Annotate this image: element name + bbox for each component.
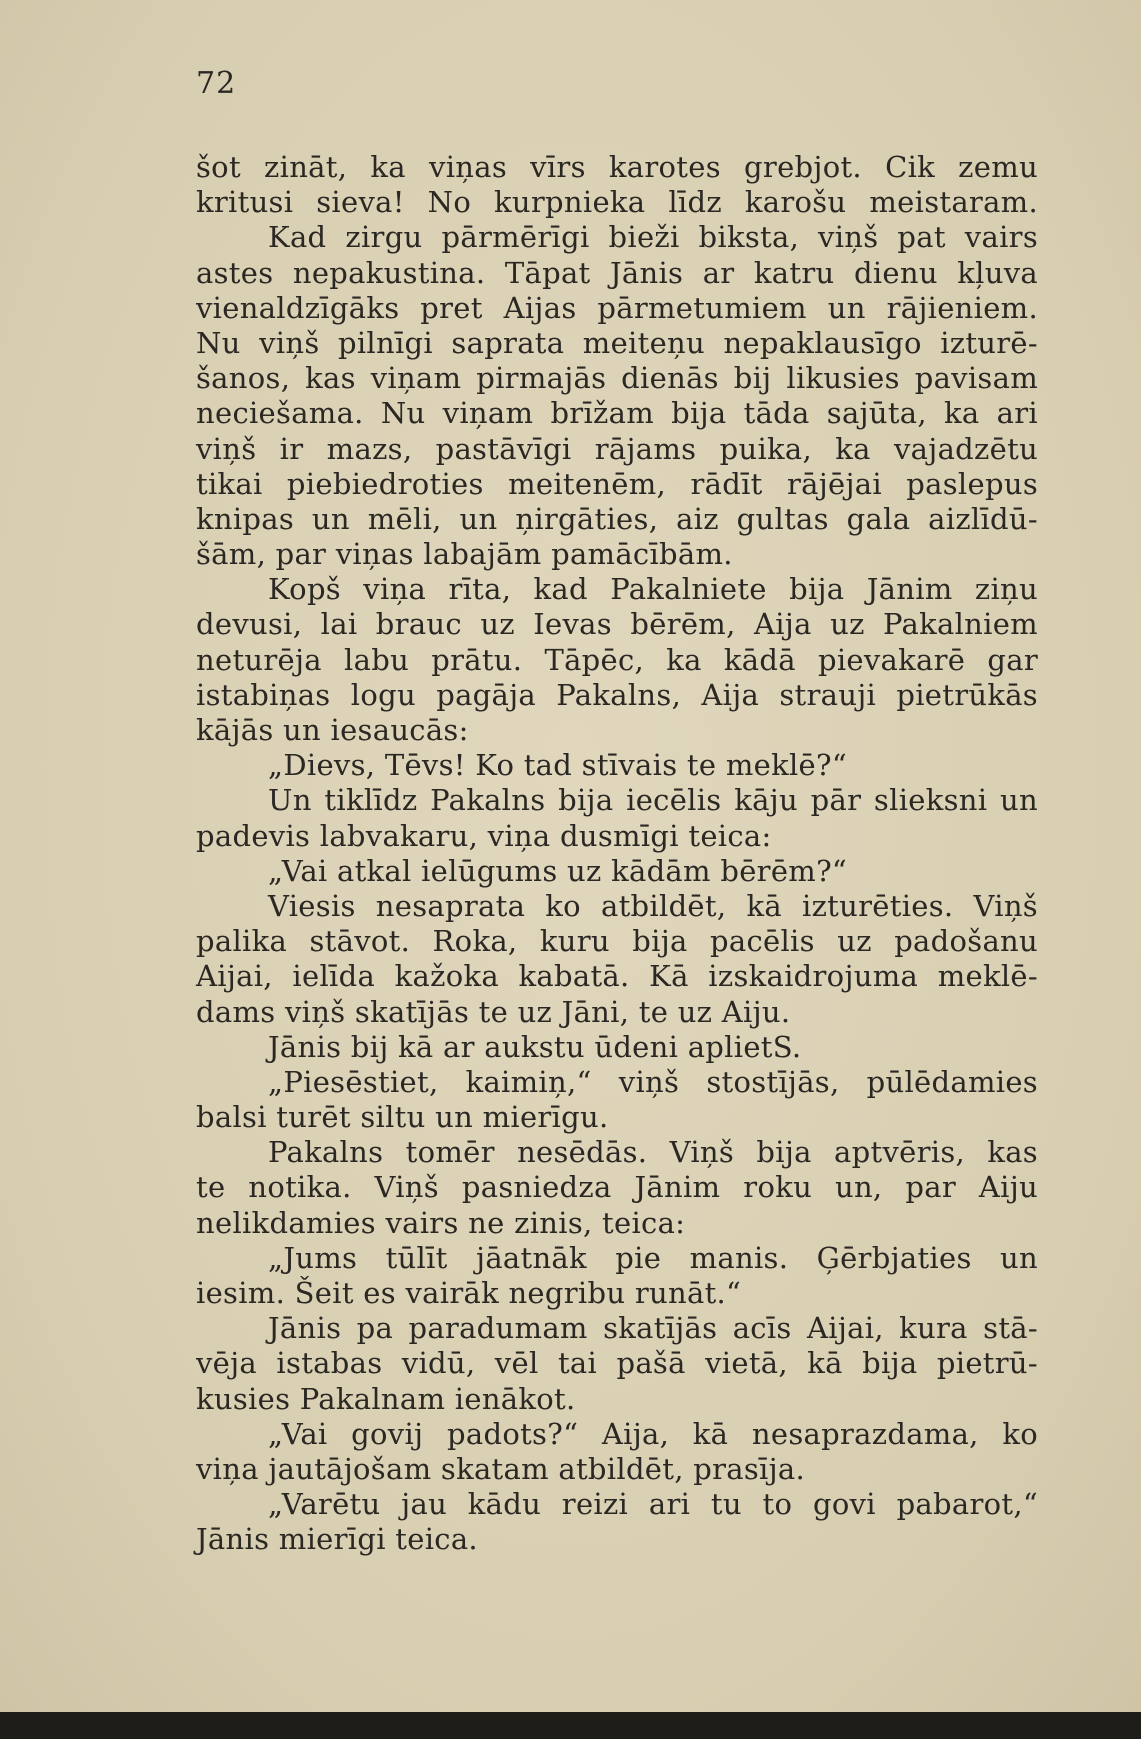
text-line: „Vai govij padots?“ Aija, kā nesaprazdama, ko xyxy=(268,1416,1038,1451)
text-line: Nu viņš pilnīgi saprata meiteņu nepaklausīgo izturē- xyxy=(196,325,1038,360)
text-line: „Jums tūlīt jāatnāk pie manis. Ģērbjaties un xyxy=(268,1240,1038,1275)
text-line: te notika. Viņš pasniedza Jānim roku un, par Aiju xyxy=(196,1170,1038,1205)
text-line: Jānis mierīgi teica. xyxy=(196,1522,478,1557)
text-line: Jānis bij kā ar aukstu ūdeni aplietS. xyxy=(268,1029,802,1064)
text-line: šām, par viņas labajām pamācībām. xyxy=(196,537,733,572)
text-line: šot zināt, ka viņas vīrs karotes grebjot. Cik zemu xyxy=(196,150,1038,184)
scan-bottom-edge xyxy=(0,1712,1141,1739)
text-line: balsi turēt siltu un mierīgu. xyxy=(196,1100,609,1135)
text-line: kusies Pakalnam ienākot. xyxy=(196,1381,576,1416)
text-line: neciešama. Nu viņam brīžam bija tāda sajūta, ka ari xyxy=(196,396,1038,431)
text-line: Viesis nesaprata ko atbildēt, kā izturēties. Viņš xyxy=(268,888,1038,923)
text-line: knipas un mēli, un ņirgāties, aiz gultas gala aizlīdū- xyxy=(196,501,1038,536)
text-line: iesim. Šeit es vairāk negribu runāt.“ xyxy=(196,1276,742,1310)
text-line: „Varētu jau kādu reizi ari tu to govi pabarot,“ xyxy=(268,1487,1038,1522)
text-line: tikai piebiedroties meitenēm, rādīt rājējai paslepus xyxy=(196,466,1038,501)
text-line: šanos, kas viņam pirmajās dienās bij likusies pavisam xyxy=(196,361,1038,396)
text-line: vēja istabas vidū, vēl tai pašā vietā, kā bija pietrū- xyxy=(196,1346,1038,1381)
text-line: dams viņš skatījās te uz Jāni, te uz Aiju. xyxy=(196,994,791,1029)
text-line: neturēja labu prātu. Tāpēc, ka kādā pievakarē gar xyxy=(196,642,1038,677)
text-line: kājās un iesaucās: xyxy=(196,713,469,747)
text-line: devusi, lai brauc uz Ievas bērēm, Aija uz Pakalniem xyxy=(196,607,1038,642)
text-line: nelikdamies vairs ne zinis, teica: xyxy=(196,1205,686,1240)
text-line: Kopš viņa rīta, kad Pakalniete bija Jānim ziņu xyxy=(268,572,1038,607)
text-line: „Vai atkal ielūgums uz kādām bērēm?“ xyxy=(268,853,848,888)
text-line: viņa jautājošam skatam atbildēt, prasīja. xyxy=(196,1451,806,1486)
text-line: vienaldzīgāks pret Aijas pārmetumiem un rājieniem. xyxy=(196,290,1038,325)
text-line: padevis labvakaru, viņa dusmīgi teica: xyxy=(196,818,772,853)
text-line: „Piesēstiet, kaimiņ,“ viņš stostījās, pūlēdamies xyxy=(268,1064,1038,1099)
text-line: viņš ir mazs, pastāvīgi rājams puika, ka vajadzētu xyxy=(196,431,1038,466)
text-line: Pakalns tomēr nesēdās. Viņš bija aptvēris, kas xyxy=(268,1135,1038,1170)
body-text xyxy=(196,150,1038,1558)
text-line: astes nepakustina. Tāpat Jānis ar katru dienu kļuva xyxy=(196,255,1038,290)
text-line: „Dievs, Tēvs! Ko tad stīvais te meklē?“ xyxy=(268,748,847,783)
text-line: Aijai, ielīda kažoka kabatā. Kā izskaidrojuma meklē- xyxy=(196,959,1038,994)
text-line: Un tiklīdz Pakalns bija iecēlis kāju pār slieksni un xyxy=(268,783,1038,818)
text-line: Kad zirgu pārmērīgi bieži biksta, viņš pat vairs xyxy=(268,220,1038,255)
page-number: 72 xyxy=(196,66,237,101)
text-line: istabiņas logu pagāja Pakalns, Aija strauji pietrūkās xyxy=(196,677,1038,712)
text-line: Jānis pa paradumam skatījās acīs Aijai, kura stā- xyxy=(268,1311,1038,1346)
text-line: palika stāvot. Roka, kuru bija pacēlis uz padošanu xyxy=(196,924,1038,959)
text-line: kritusi sieva! No kurpnieka līdz karošu meistaram. xyxy=(196,185,1038,220)
